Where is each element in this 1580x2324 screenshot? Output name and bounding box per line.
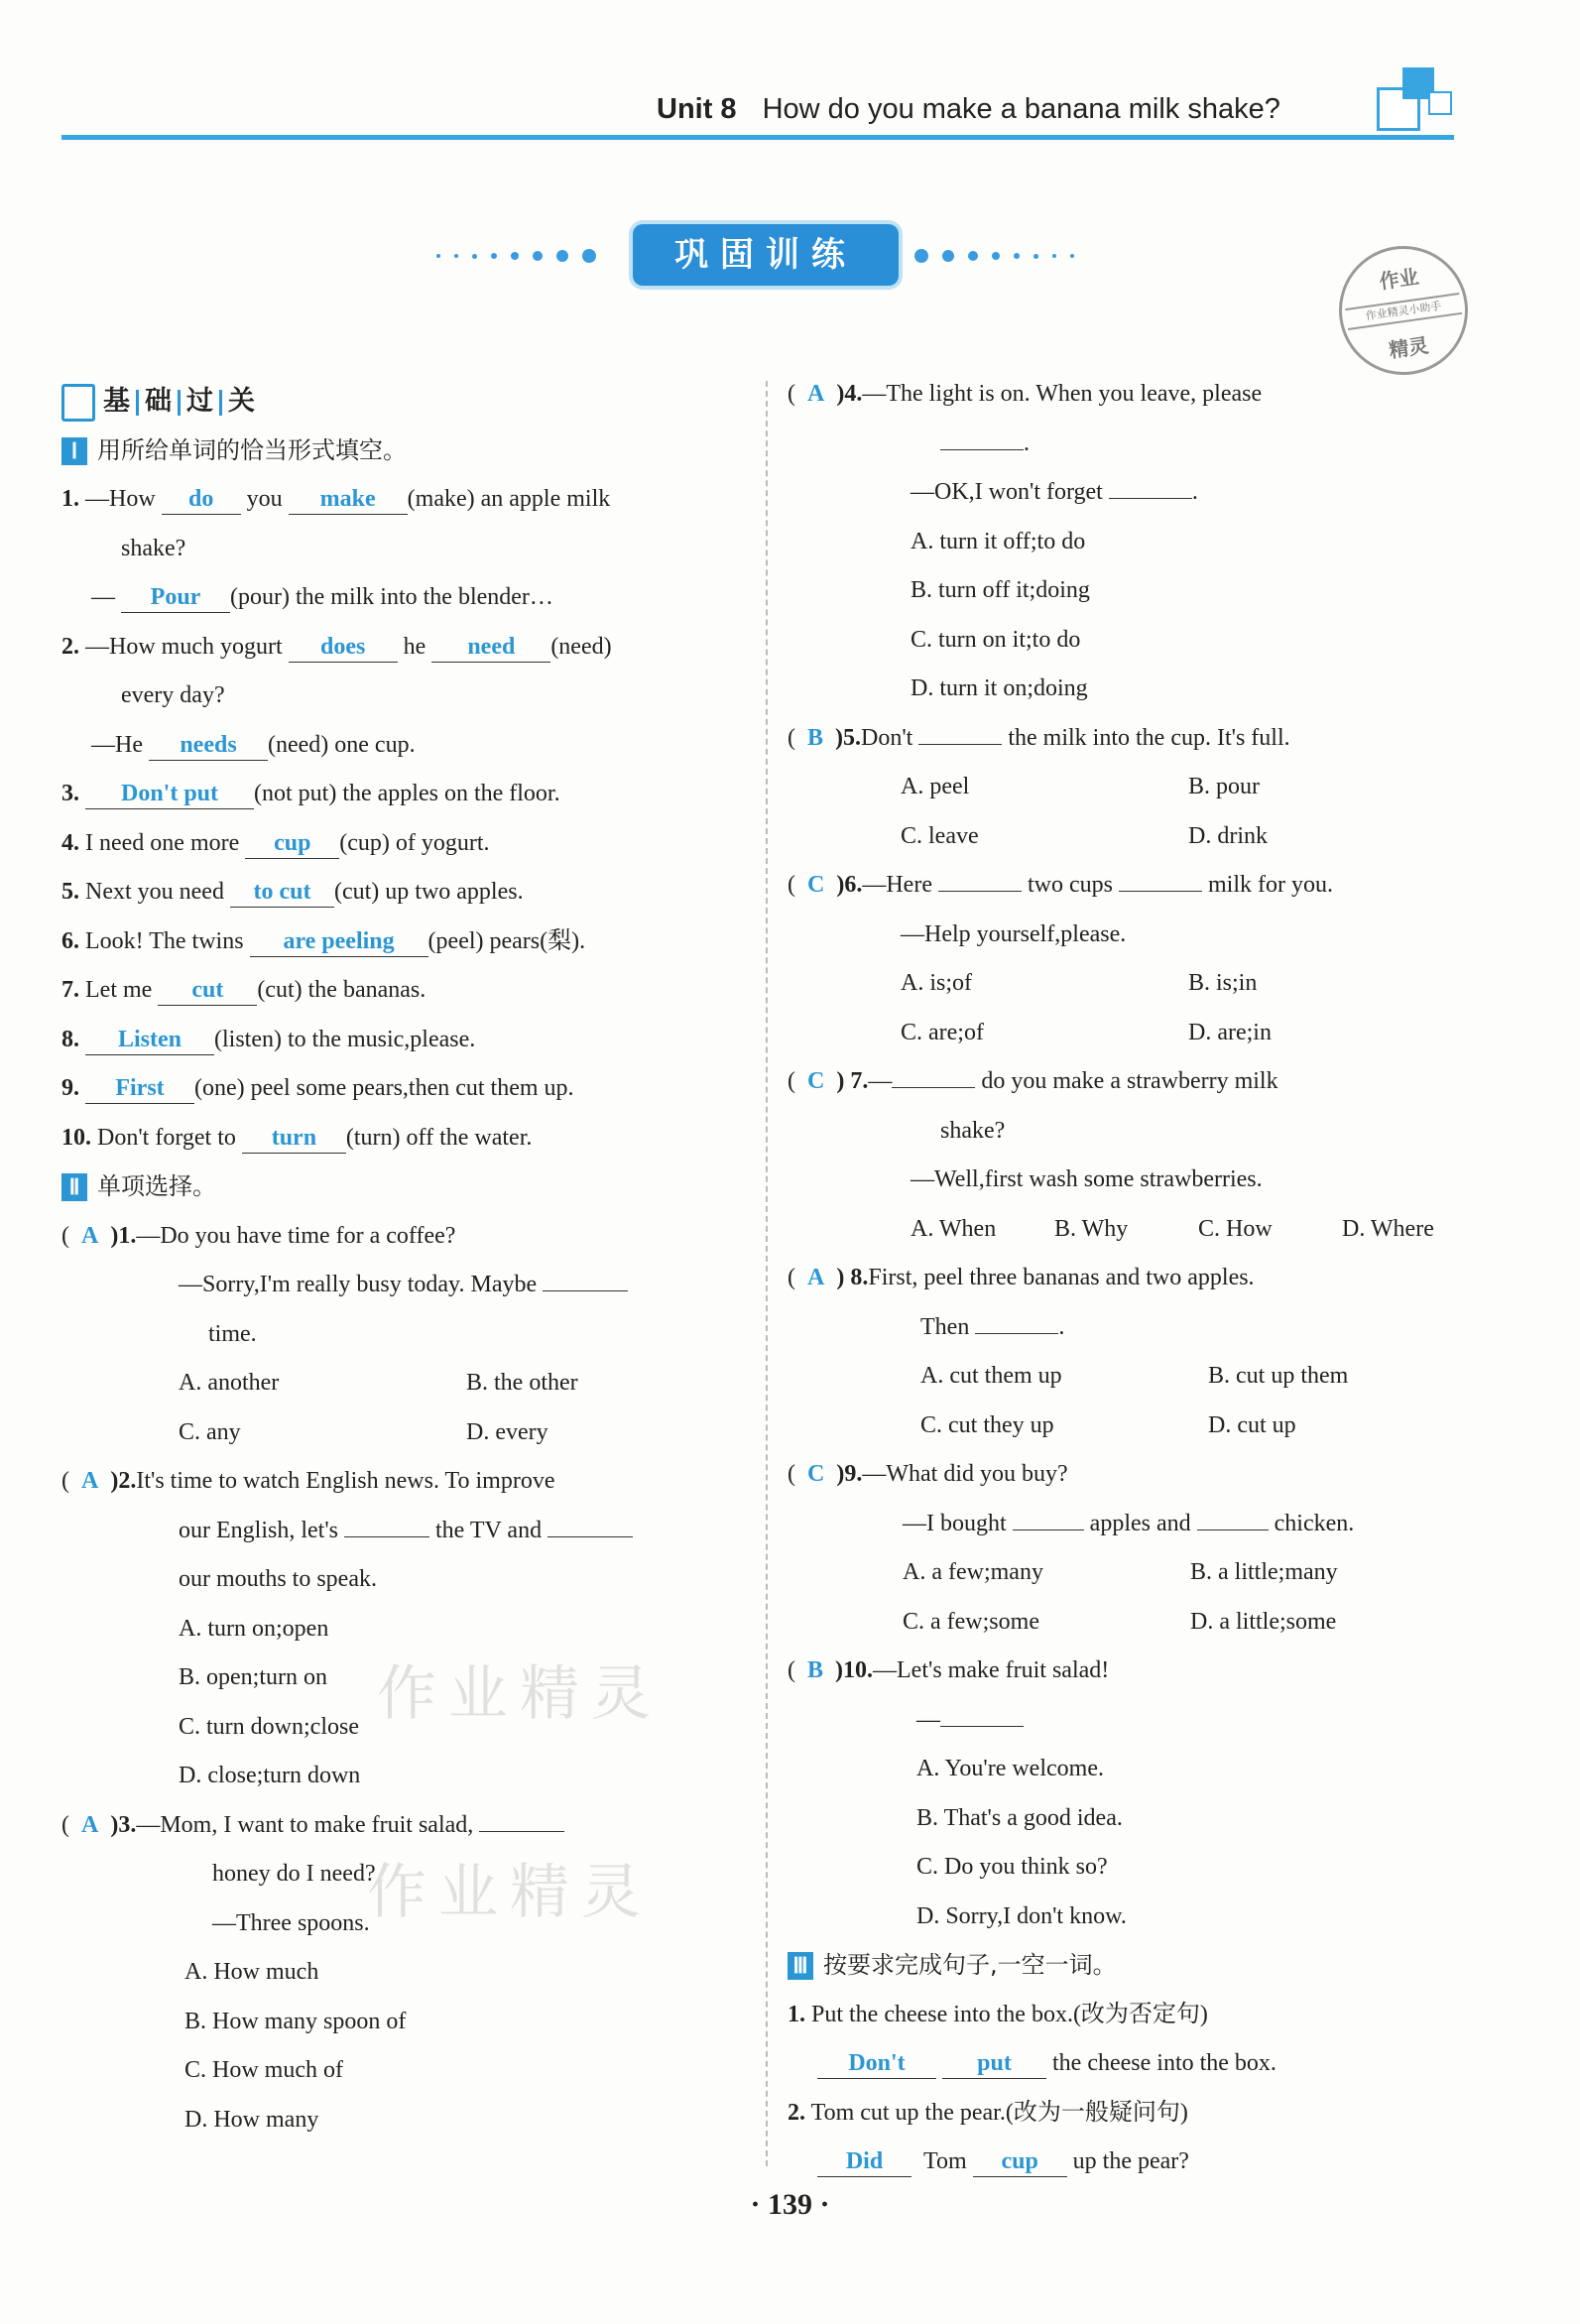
answer: are peeling: [250, 926, 428, 957]
answer: C: [807, 872, 825, 898]
stamp-seal: 作业 作业精灵小助手 精灵: [1331, 238, 1477, 384]
left-column: 基 础 过 关 Ⅰ 用所给单词的恰当形式填空。 1. —How do you make (make) an apple milk shake? — Pour (pour) the milk into the blender… 2. —How much yogurt does he need (need) every day? —He needs (need) one cup. 3. Don't put (not put) the apples on the floor. 4. I need one more cup (cup) of yogurt. 5. Next you need to cut (cut) up two apples. 6. Look! The twins are peeling (peel) pears(梨). 7. Let me cut (cut) the bananas. 8. Listen (listen) to the music,please. 9. First (one) peel some pears,then cut them up. 10. Don't forget to turn (turn) off the water. Ⅱ 单项选择。 ( A )1.—Do you have time for a coffee? —Sorry,I'm really busy today. Maybe time. A. another B. the other C. any D. every ( A )2.It's time to watch English news. To improve our English, let's the TV and our mouths to speak. A. turn on;open B. open;turn on C. turn down;close D. close;turn down ( A )3.—Mom, I want to make fruit salad, honey do I need? —Three spoons. A. How much B. How many spoon of C. How much of D. How many: [61, 377, 746, 2144]
mc-question: ( A )2.It's time to watch English news. To improve: [61, 1468, 555, 1494]
answer: First: [85, 1073, 194, 1104]
question: 4. I need one more cup (cup) of yogurt.: [61, 819, 746, 869]
question: 3. Don't put (not put) the apples on the floor.: [61, 770, 746, 819]
answer: C: [807, 1068, 825, 1094]
notebook-icon: [61, 384, 95, 422]
answer: does: [289, 632, 398, 663]
banner-dots-left: [436, 248, 596, 264]
question: 7. Let me cut (cut) the bananas.: [61, 966, 746, 1016]
answer: A: [81, 1811, 99, 1838]
mc-question: ( B )10.—Let's make fruit salad!: [788, 1657, 1110, 1683]
question: 2. —How much yogurt does he need (need): [61, 623, 746, 673]
mc-question: ( A )4.—The light is on. When you leave, please: [788, 381, 1263, 407]
answer: put: [942, 2048, 1046, 2079]
unit-header: [657, 93, 1280, 126]
mc-question: ( A ) 8.First, peel three bananas and two apples.: [788, 1265, 1255, 1290]
answer: cup: [245, 828, 339, 859]
question: 9. First (one) peel some pears,then cut them up.: [61, 1064, 746, 1114]
answer: Don't: [817, 2048, 936, 2079]
mc-question: ( C ) 7.— do you make a strawberry milk: [788, 1057, 1472, 1107]
unit-title: How do you make a banana milk shake?: [762, 93, 1280, 125]
answer: Listen: [85, 1025, 214, 1055]
answer: need: [431, 632, 550, 663]
header-rule: [61, 135, 1454, 140]
header-square-small-icon: [1428, 91, 1452, 115]
banner-dots-right: [914, 248, 1074, 264]
watermark: 作业精灵: [377, 1659, 663, 1729]
answer: A: [81, 1222, 99, 1249]
mc-question: ( C )9.—What did you buy?: [788, 1461, 1068, 1487]
answer: Don't put: [85, 779, 254, 809]
answer: B: [807, 724, 824, 751]
mc-question: ( A )3.—Mom, I want to make fruit salad,: [61, 1801, 746, 1851]
answer: to cut: [230, 877, 334, 908]
unit-number: Unit 8: [657, 93, 737, 125]
question: 1. Put the cheese into the box.(改为否定句): [788, 2001, 1208, 2027]
question: 10. Don't forget to turn (turn) off the water.: [61, 1114, 746, 1163]
answer: Pour: [121, 582, 230, 613]
answer: turn: [242, 1123, 346, 1154]
answer: A: [807, 1265, 825, 1290]
answer: cup: [973, 2146, 1067, 2177]
question: 1. —How do you make (make) an apple milk: [61, 475, 746, 525]
part1-title: Ⅰ 用所给单词的恰当形式填空。: [61, 427, 746, 476]
question: 8. Listen (listen) to the music,please.: [61, 1016, 746, 1065]
watermark: 作业精灵: [367, 1858, 653, 1927]
answer: B: [807, 1657, 824, 1683]
answer: do: [162, 484, 241, 515]
answer: A: [807, 381, 825, 407]
question: 5. Next you need to cut (cut) up two apples.: [61, 868, 746, 917]
answer: make: [289, 484, 408, 515]
column-divider: [766, 381, 768, 2166]
part2-title: Ⅱ 单项选择。: [61, 1162, 746, 1212]
answer: Did: [817, 2146, 912, 2177]
section-heading: 基 础 过 关: [61, 377, 746, 427]
mc-question: ( C )6.—Here two cups milk for you.: [788, 861, 1472, 911]
mc-question: ( A )1.—Do you have time for a coffee?: [61, 1222, 456, 1249]
answer: needs: [149, 730, 268, 761]
section-banner: 巩固训练: [633, 224, 899, 286]
answer: cut: [158, 975, 257, 1006]
part3-title: Ⅲ 按要求完成句子,一空一词。: [788, 1941, 1472, 1991]
question: 2. Tom cut up the pear.(改为一般疑问句): [788, 2099, 1188, 2126]
question: 6. Look! The twins are peeling (peel) pears(梨).: [61, 917, 746, 967]
right-column: ( A )4.—The light is on. When you leave, please . —OK,I won't forget . A. turn it off;to do B. turn off it;doing C. turn on it;to do D. turn it on;doing ( B )5.Don't the milk into the cup. It's full. A. peel B. pour C. leave D. drink ( C )6.—Here two cups milk for you. —Help yourself,please. A. is;of B. is;in C. are;of D. are;in ( C ) 7.— do you make a strawberry milk shake? —Well,first wash some strawberries. A. When B. Why C. How D. Where ( A ) 8.First, peel three bananas and two apples. Then . A. cut them up B. cut up them C. cut they up D. cut up ( C )9.—What did you buy? —I bought apples and chicken. A. a few;many B. a little;many C. a few;some D. a little;some ( B )10.—Let's make fruit salad! — A. You're welcome. B. That's a good idea. C. Do you think so? D. Sorry,I don't know. Ⅲ 按要求完成句子,一空一词。 1. Put the cheese into the box.(改为否定句) Don't put the cheese into the box. 2. Tom cut up the pear.(改为一般疑问句) Did Tom cup up the pear?: [788, 370, 1472, 2187]
answer: A: [81, 1468, 99, 1494]
answer: C: [807, 1461, 825, 1487]
mc-question: ( B )5.Don't the milk into the cup. It's full.: [788, 714, 1472, 764]
page-number: · 139 ·: [750, 2188, 830, 2221]
